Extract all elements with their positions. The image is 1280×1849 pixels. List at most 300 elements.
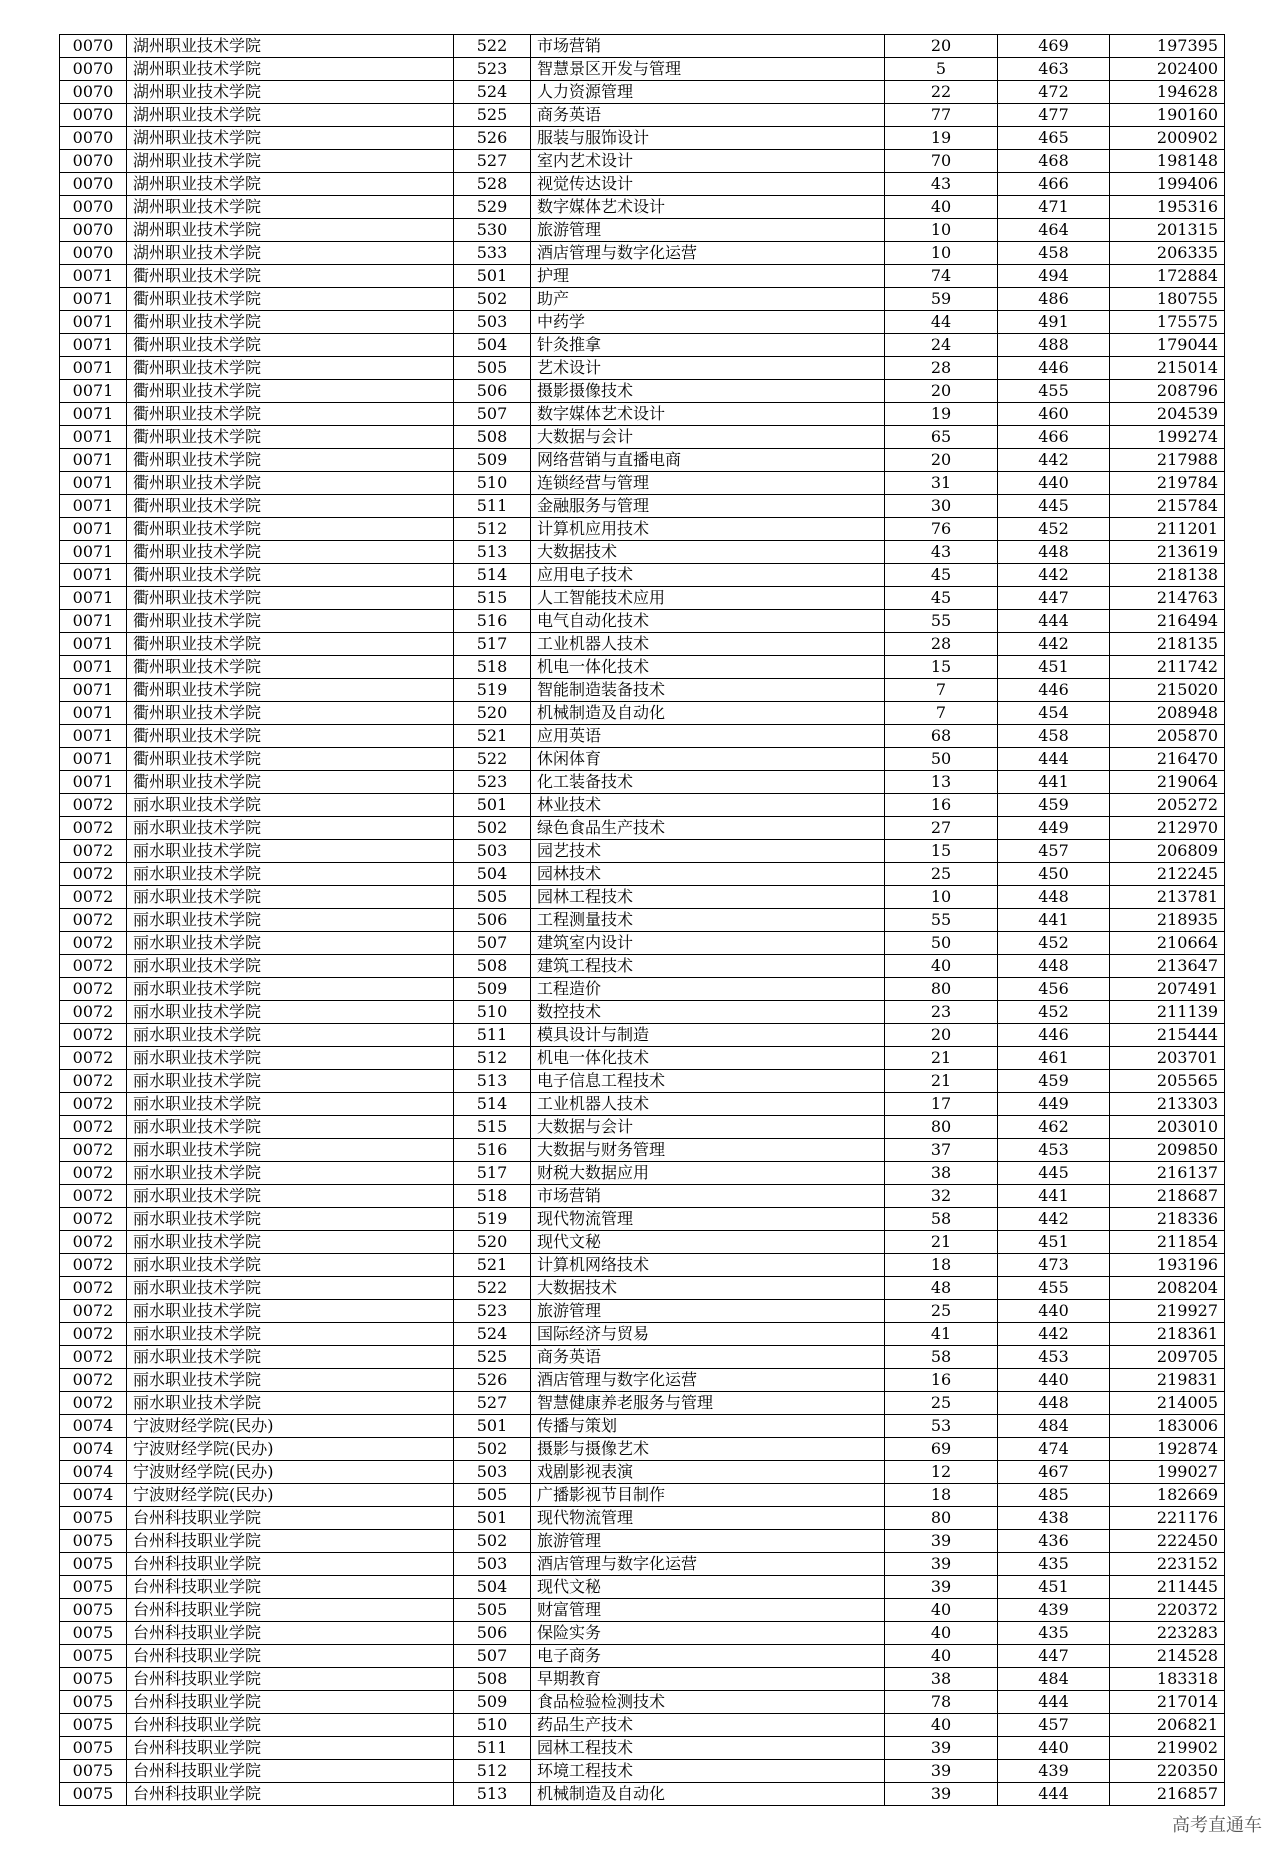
table-row (60, 1162, 1225, 1185)
min-score-cell: 435 (998, 1553, 1110, 1576)
min-rank-cell: 213619 (1110, 541, 1225, 564)
major-name-cell: 服装与服饰设计 (531, 127, 885, 150)
major-name-cell: 旅游管理 (531, 219, 885, 242)
min-score-cell: 473 (998, 1254, 1110, 1277)
major-name-cell: 室内艺术设计 (531, 150, 885, 173)
major-name-cell: 早期教育 (531, 1668, 885, 1691)
major-code-cell: 501 (454, 265, 531, 288)
table-row (60, 403, 1225, 426)
major-name-cell: 传播与策划 (531, 1415, 885, 1438)
school-code-cell: 0071 (60, 357, 127, 380)
school-code-cell: 0075 (60, 1691, 127, 1714)
school-name-cell: 丽水职业技术学院 (127, 886, 454, 909)
plan-count-cell: 21 (885, 1047, 998, 1070)
min-score-cell: 446 (998, 679, 1110, 702)
school-code-cell: 0071 (60, 725, 127, 748)
min-score-cell: 477 (998, 104, 1110, 127)
table-row (60, 863, 1225, 886)
plan-count-cell: 38 (885, 1162, 998, 1185)
plan-count-cell: 38 (885, 1668, 998, 1691)
plan-count-cell: 39 (885, 1783, 998, 1806)
school-name-cell: 台州科技职业学院 (127, 1783, 454, 1806)
table-row (60, 1553, 1225, 1576)
school-name-cell: 台州科技职业学院 (127, 1507, 454, 1530)
plan-count-cell: 80 (885, 1116, 998, 1139)
min-rank-cell: 206809 (1110, 840, 1225, 863)
major-code-cell: 519 (454, 679, 531, 702)
school-name-cell: 衢州职业技术学院 (127, 587, 454, 610)
major-name-cell: 金融服务与管理 (531, 495, 885, 518)
table-row (60, 564, 1225, 587)
major-name-cell: 现代物流管理 (531, 1507, 885, 1530)
school-code-cell: 0071 (60, 702, 127, 725)
plan-count-cell: 15 (885, 656, 998, 679)
major-code-cell: 516 (454, 1139, 531, 1162)
table-row (60, 495, 1225, 518)
school-code-cell: 0071 (60, 311, 127, 334)
school-code-cell: 0075 (60, 1599, 127, 1622)
major-code-cell: 518 (454, 656, 531, 679)
plan-count-cell: 44 (885, 311, 998, 334)
table-row (60, 1277, 1225, 1300)
min-rank-cell: 218935 (1110, 909, 1225, 932)
school-code-cell: 0075 (60, 1783, 127, 1806)
school-name-cell: 衢州职业技术学院 (127, 495, 454, 518)
table-row (60, 1070, 1225, 1093)
major-name-cell: 工业机器人技术 (531, 633, 885, 656)
table-row (60, 426, 1225, 449)
min-rank-cell: 211445 (1110, 1576, 1225, 1599)
table-row (60, 311, 1225, 334)
major-code-cell: 507 (454, 1645, 531, 1668)
min-rank-cell: 218687 (1110, 1185, 1225, 1208)
min-score-cell: 441 (998, 909, 1110, 932)
min-score-cell: 452 (998, 932, 1110, 955)
major-code-cell: 502 (454, 817, 531, 840)
min-rank-cell: 180755 (1110, 288, 1225, 311)
min-rank-cell: 223283 (1110, 1622, 1225, 1645)
table-row (60, 472, 1225, 495)
plan-count-cell: 15 (885, 840, 998, 863)
plan-count-cell: 23 (885, 1001, 998, 1024)
school-name-cell: 丽水职业技术学院 (127, 1185, 454, 1208)
school-name-cell: 丽水职业技术学院 (127, 1277, 454, 1300)
min-score-cell: 458 (998, 725, 1110, 748)
plan-count-cell: 50 (885, 932, 998, 955)
major-name-cell: 现代文秘 (531, 1576, 885, 1599)
school-code-cell: 0072 (60, 840, 127, 863)
major-code-cell: 525 (454, 1346, 531, 1369)
table-row (60, 1668, 1225, 1691)
min-rank-cell: 217988 (1110, 449, 1225, 472)
school-name-cell: 衢州职业技术学院 (127, 771, 454, 794)
plan-count-cell: 50 (885, 748, 998, 771)
min-rank-cell: 213303 (1110, 1093, 1225, 1116)
school-name-cell: 丽水职业技术学院 (127, 1323, 454, 1346)
table-row (60, 1139, 1225, 1162)
school-name-cell: 台州科技职业学院 (127, 1737, 454, 1760)
min-rank-cell: 211742 (1110, 656, 1225, 679)
major-name-cell: 绿色食品生产技术 (531, 817, 885, 840)
major-name-cell: 模具设计与制造 (531, 1024, 885, 1047)
school-code-cell: 0071 (60, 495, 127, 518)
major-code-cell: 511 (454, 1024, 531, 1047)
table-row (60, 679, 1225, 702)
school-name-cell: 衢州职业技术学院 (127, 679, 454, 702)
school-code-cell: 0070 (60, 127, 127, 150)
admission-table (59, 34, 1225, 1806)
table-row (60, 1001, 1225, 1024)
plan-count-cell: 31 (885, 472, 998, 495)
min-score-cell: 440 (998, 1369, 1110, 1392)
school-code-cell: 0075 (60, 1668, 127, 1691)
school-name-cell: 丽水职业技术学院 (127, 1346, 454, 1369)
school-name-cell: 台州科技职业学院 (127, 1622, 454, 1645)
table-row (60, 1461, 1225, 1484)
school-code-cell: 0070 (60, 242, 127, 265)
major-code-cell: 505 (454, 1599, 531, 1622)
min-rank-cell: 193196 (1110, 1254, 1225, 1277)
table-row (60, 1415, 1225, 1438)
min-score-cell: 444 (998, 748, 1110, 771)
major-code-cell: 512 (454, 518, 531, 541)
major-code-cell: 510 (454, 1714, 531, 1737)
major-name-cell: 人工智能技术应用 (531, 587, 885, 610)
school-name-cell: 衢州职业技术学院 (127, 403, 454, 426)
plan-count-cell: 68 (885, 725, 998, 748)
min-score-cell: 485 (998, 1484, 1110, 1507)
min-rank-cell: 183318 (1110, 1668, 1225, 1691)
major-name-cell: 机电一体化技术 (531, 656, 885, 679)
min-score-cell: 459 (998, 1070, 1110, 1093)
min-rank-cell: 217014 (1110, 1691, 1225, 1714)
school-name-cell: 衢州职业技术学院 (127, 380, 454, 403)
school-name-cell: 丽水职业技术学院 (127, 909, 454, 932)
min-rank-cell: 195316 (1110, 196, 1225, 219)
school-name-cell: 丽水职业技术学院 (127, 1093, 454, 1116)
plan-count-cell: 58 (885, 1346, 998, 1369)
major-name-cell: 智慧健康养老服务与管理 (531, 1392, 885, 1415)
table-row (60, 58, 1225, 81)
min-score-cell: 444 (998, 1783, 1110, 1806)
plan-count-cell: 41 (885, 1323, 998, 1346)
school-name-cell: 丽水职业技术学院 (127, 1047, 454, 1070)
min-score-cell: 444 (998, 1691, 1110, 1714)
plan-count-cell: 39 (885, 1553, 998, 1576)
major-name-cell: 酒店管理与数字化运营 (531, 242, 885, 265)
table-row (60, 840, 1225, 863)
school-name-cell: 丽水职业技术学院 (127, 955, 454, 978)
school-name-cell: 丽水职业技术学院 (127, 1001, 454, 1024)
min-score-cell: 442 (998, 1323, 1110, 1346)
min-rank-cell: 214528 (1110, 1645, 1225, 1668)
table-row (60, 1231, 1225, 1254)
school-name-cell: 衢州职业技术学院 (127, 656, 454, 679)
table-row (60, 1323, 1225, 1346)
plan-count-cell: 45 (885, 564, 998, 587)
major-name-cell: 建筑室内设计 (531, 932, 885, 955)
min-rank-cell: 216494 (1110, 610, 1225, 633)
table-row (60, 1093, 1225, 1116)
table-row (60, 81, 1225, 104)
min-rank-cell: 201315 (1110, 219, 1225, 242)
major-code-cell: 521 (454, 725, 531, 748)
min-score-cell: 436 (998, 1530, 1110, 1553)
plan-count-cell: 30 (885, 495, 998, 518)
min-score-cell: 448 (998, 1392, 1110, 1415)
major-code-cell: 518 (454, 1185, 531, 1208)
school-code-cell: 0074 (60, 1415, 127, 1438)
plan-count-cell: 80 (885, 1507, 998, 1530)
min-rank-cell: 214005 (1110, 1392, 1225, 1415)
plan-count-cell: 16 (885, 794, 998, 817)
school-code-cell: 0072 (60, 1001, 127, 1024)
table-row (60, 587, 1225, 610)
min-rank-cell: 219784 (1110, 472, 1225, 495)
min-score-cell: 486 (998, 288, 1110, 311)
school-code-cell: 0072 (60, 1254, 127, 1277)
min-score-cell: 445 (998, 1162, 1110, 1185)
school-name-cell: 台州科技职业学院 (127, 1599, 454, 1622)
major-name-cell: 机械制造及自动化 (531, 1783, 885, 1806)
school-name-cell: 衢州职业技术学院 (127, 702, 454, 725)
min-score-cell: 440 (998, 1300, 1110, 1323)
min-score-cell: 441 (998, 1185, 1110, 1208)
min-score-cell: 457 (998, 840, 1110, 863)
plan-count-cell: 55 (885, 610, 998, 633)
min-score-cell: 460 (998, 403, 1110, 426)
major-code-cell: 514 (454, 564, 531, 587)
major-code-cell: 504 (454, 1576, 531, 1599)
plan-count-cell: 77 (885, 104, 998, 127)
min-score-cell: 454 (998, 702, 1110, 725)
plan-count-cell: 40 (885, 955, 998, 978)
min-rank-cell: 197395 (1110, 35, 1225, 58)
major-code-cell: 525 (454, 104, 531, 127)
school-code-cell: 0071 (60, 679, 127, 702)
school-name-cell: 丽水职业技术学院 (127, 1024, 454, 1047)
major-name-cell: 摄影与摄像艺术 (531, 1438, 885, 1461)
major-code-cell: 501 (454, 794, 531, 817)
school-name-cell: 湖州职业技术学院 (127, 219, 454, 242)
major-code-cell: 521 (454, 1254, 531, 1277)
min-rank-cell: 194628 (1110, 81, 1225, 104)
min-score-cell: 435 (998, 1622, 1110, 1645)
min-rank-cell: 206335 (1110, 242, 1225, 265)
school-code-cell: 0072 (60, 794, 127, 817)
school-name-cell: 丽水职业技术学院 (127, 1070, 454, 1093)
school-code-cell: 0075 (60, 1645, 127, 1668)
school-name-cell: 丽水职业技术学院 (127, 840, 454, 863)
plan-count-cell: 39 (885, 1760, 998, 1783)
plan-count-cell: 21 (885, 1070, 998, 1093)
school-code-cell: 0072 (60, 1346, 127, 1369)
table-row (60, 794, 1225, 817)
plan-count-cell: 65 (885, 426, 998, 449)
table-row (60, 1254, 1225, 1277)
table-row (60, 1369, 1225, 1392)
min-rank-cell: 219927 (1110, 1300, 1225, 1323)
major-code-cell: 501 (454, 1507, 531, 1530)
min-score-cell: 468 (998, 150, 1110, 173)
school-code-cell: 0074 (60, 1461, 127, 1484)
major-code-cell: 533 (454, 242, 531, 265)
plan-count-cell: 69 (885, 1438, 998, 1461)
min-score-cell: 457 (998, 1714, 1110, 1737)
school-name-cell: 衢州职业技术学院 (127, 357, 454, 380)
min-score-cell: 446 (998, 1024, 1110, 1047)
school-code-cell: 0071 (60, 426, 127, 449)
min-rank-cell: 199274 (1110, 426, 1225, 449)
major-name-cell: 商务英语 (531, 1346, 885, 1369)
min-score-cell: 448 (998, 955, 1110, 978)
min-score-cell: 491 (998, 311, 1110, 334)
school-name-cell: 丽水职业技术学院 (127, 1392, 454, 1415)
major-name-cell: 助产 (531, 288, 885, 311)
school-name-cell: 湖州职业技术学院 (127, 35, 454, 58)
table-row (60, 1691, 1225, 1714)
school-code-cell: 0071 (60, 610, 127, 633)
school-code-cell: 0075 (60, 1530, 127, 1553)
school-name-cell: 衢州职业技术学院 (127, 265, 454, 288)
plan-count-cell: 22 (885, 81, 998, 104)
min-rank-cell: 213781 (1110, 886, 1225, 909)
school-code-cell: 0072 (60, 1116, 127, 1139)
major-code-cell: 523 (454, 771, 531, 794)
major-name-cell: 计算机网络技术 (531, 1254, 885, 1277)
plan-count-cell: 39 (885, 1576, 998, 1599)
min-rank-cell: 213647 (1110, 955, 1225, 978)
table-row (60, 702, 1225, 725)
school-code-cell: 0072 (60, 1392, 127, 1415)
major-name-cell: 人力资源管理 (531, 81, 885, 104)
min-rank-cell: 219064 (1110, 771, 1225, 794)
major-code-cell: 522 (454, 35, 531, 58)
school-code-cell: 0071 (60, 564, 127, 587)
major-name-cell: 视觉传达设计 (531, 173, 885, 196)
school-name-cell: 台州科技职业学院 (127, 1714, 454, 1737)
plan-count-cell: 10 (885, 219, 998, 242)
school-name-cell: 丽水职业技术学院 (127, 978, 454, 1001)
plan-count-cell: 5 (885, 58, 998, 81)
plan-count-cell: 74 (885, 265, 998, 288)
table-row (60, 265, 1225, 288)
table-row (60, 1208, 1225, 1231)
major-code-cell: 526 (454, 127, 531, 150)
major-code-cell: 524 (454, 1323, 531, 1346)
min-rank-cell: 215020 (1110, 679, 1225, 702)
major-name-cell: 保险实务 (531, 1622, 885, 1645)
school-code-cell: 0071 (60, 449, 127, 472)
major-code-cell: 515 (454, 1116, 531, 1139)
school-code-cell: 0071 (60, 403, 127, 426)
plan-count-cell: 78 (885, 1691, 998, 1714)
min-rank-cell: 198148 (1110, 150, 1225, 173)
plan-count-cell: 40 (885, 1622, 998, 1645)
major-code-cell: 527 (454, 1392, 531, 1415)
table-row (60, 771, 1225, 794)
table-row (60, 1300, 1225, 1323)
major-name-cell: 电子信息工程技术 (531, 1070, 885, 1093)
school-code-cell: 0075 (60, 1622, 127, 1645)
min-score-cell: 474 (998, 1438, 1110, 1461)
school-code-cell: 0072 (60, 932, 127, 955)
min-score-cell: 440 (998, 472, 1110, 495)
min-rank-cell: 216857 (1110, 1783, 1225, 1806)
min-score-cell: 484 (998, 1415, 1110, 1438)
school-name-cell: 丽水职业技术学院 (127, 1300, 454, 1323)
school-code-cell: 0070 (60, 150, 127, 173)
table-row (60, 449, 1225, 472)
school-name-cell: 衢州职业技术学院 (127, 449, 454, 472)
school-code-cell: 0070 (60, 196, 127, 219)
min-score-cell: 442 (998, 1208, 1110, 1231)
min-score-cell: 451 (998, 1576, 1110, 1599)
min-rank-cell: 200902 (1110, 127, 1225, 150)
min-score-cell: 469 (998, 35, 1110, 58)
major-code-cell: 511 (454, 495, 531, 518)
major-name-cell: 工业机器人技术 (531, 1093, 885, 1116)
min-score-cell: 438 (998, 1507, 1110, 1530)
table-row (60, 127, 1225, 150)
major-name-cell: 数字媒体艺术设计 (531, 196, 885, 219)
table-row (60, 656, 1225, 679)
major-name-cell: 市场营销 (531, 35, 885, 58)
school-code-cell: 0072 (60, 1185, 127, 1208)
min-rank-cell: 216470 (1110, 748, 1225, 771)
min-rank-cell: 212245 (1110, 863, 1225, 886)
table-row (60, 35, 1225, 58)
major-code-cell: 520 (454, 1231, 531, 1254)
table-row (60, 1737, 1225, 1760)
plan-count-cell: 39 (885, 1737, 998, 1760)
table-row (60, 541, 1225, 564)
min-rank-cell: 190160 (1110, 104, 1225, 127)
major-name-cell: 针灸推拿 (531, 334, 885, 357)
plan-count-cell: 45 (885, 587, 998, 610)
major-name-cell: 数控技术 (531, 1001, 885, 1024)
min-rank-cell: 209850 (1110, 1139, 1225, 1162)
major-code-cell: 506 (454, 1622, 531, 1645)
plan-count-cell: 53 (885, 1415, 998, 1438)
min-score-cell: 452 (998, 518, 1110, 541)
school-code-cell: 0071 (60, 518, 127, 541)
school-name-cell: 湖州职业技术学院 (127, 173, 454, 196)
major-code-cell: 529 (454, 196, 531, 219)
school-code-cell: 0070 (60, 173, 127, 196)
min-score-cell: 449 (998, 1093, 1110, 1116)
table-row (60, 1116, 1225, 1139)
min-score-cell: 444 (998, 610, 1110, 633)
min-rank-cell: 208204 (1110, 1277, 1225, 1300)
major-code-cell: 523 (454, 1300, 531, 1323)
min-score-cell: 455 (998, 1277, 1110, 1300)
school-name-cell: 丽水职业技术学院 (127, 794, 454, 817)
min-score-cell: 440 (998, 1737, 1110, 1760)
major-code-cell: 502 (454, 1530, 531, 1553)
plan-count-cell: 7 (885, 679, 998, 702)
plan-count-cell: 20 (885, 380, 998, 403)
plan-count-cell: 16 (885, 1369, 998, 1392)
plan-count-cell: 12 (885, 1461, 998, 1484)
min-rank-cell: 219831 (1110, 1369, 1225, 1392)
school-code-cell: 0072 (60, 1047, 127, 1070)
major-code-cell: 528 (454, 173, 531, 196)
plan-count-cell: 43 (885, 541, 998, 564)
school-name-cell: 衢州职业技术学院 (127, 472, 454, 495)
table-row (60, 932, 1225, 955)
min-rank-cell: 219902 (1110, 1737, 1225, 1760)
